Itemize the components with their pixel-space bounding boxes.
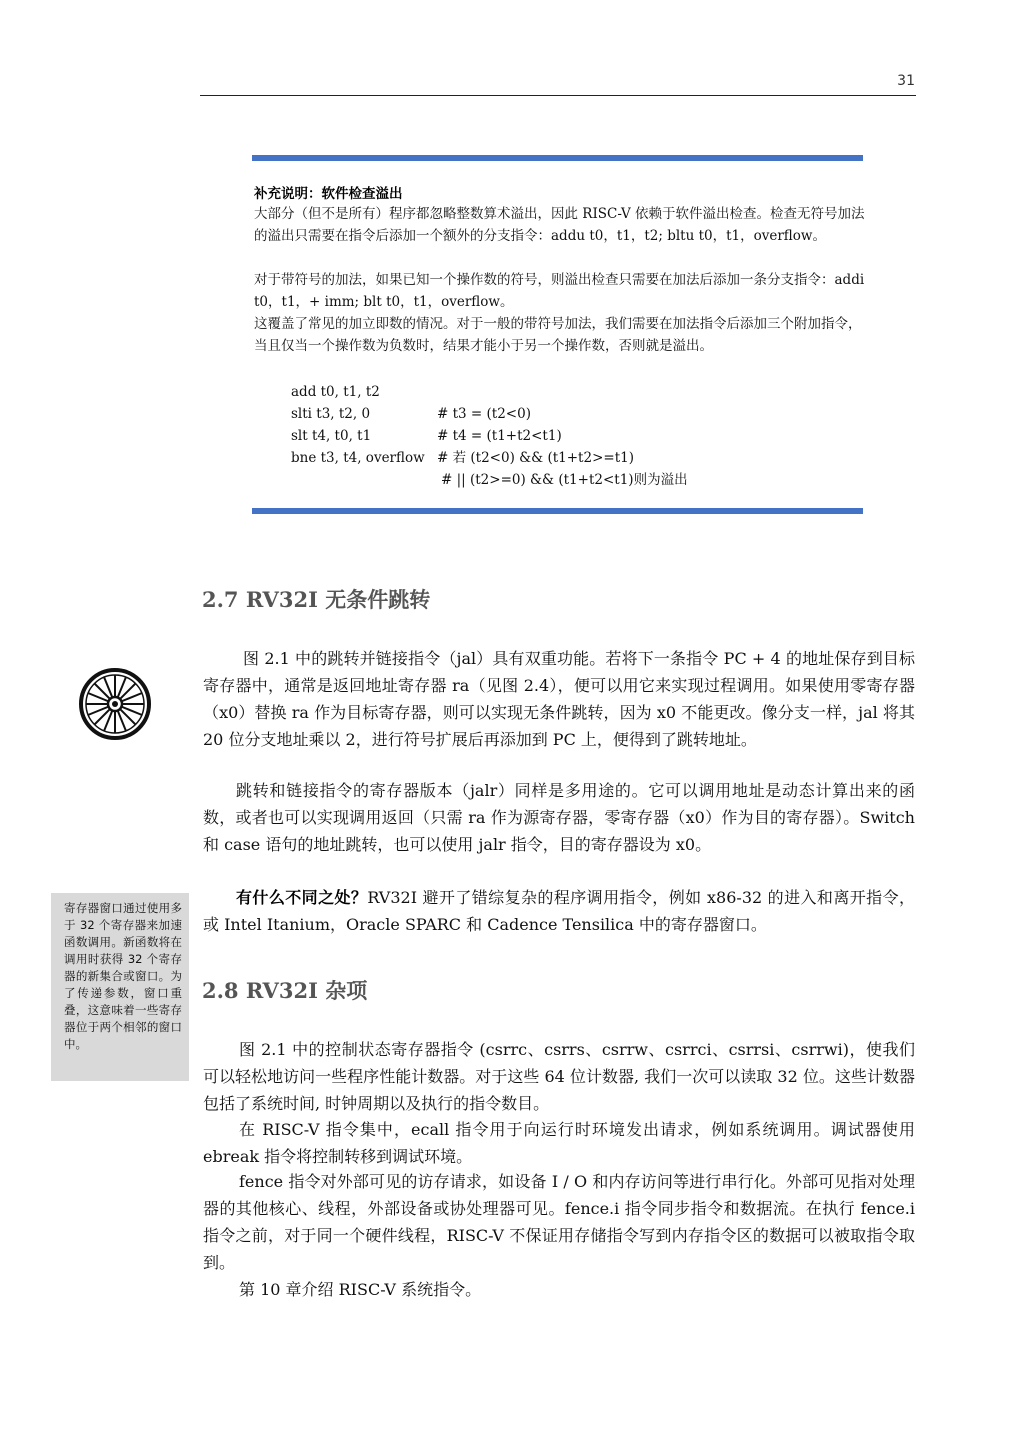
sidebar-box-title: 补充说明：软件检查溢出 [254,186,403,202]
section-heading-2-7: 2.7 RV32I 无条件跳转 [202,587,431,612]
code-comment: # || (t2>=0) && (t1+t2<t1)则为溢出 [441,472,688,488]
sidebar-box-paragraph: 这覆盖了常见的加立即数的情况。对于一般的带符号加法，我们需要在加法指令后添加三个附加指令，当且仅当一个操作数为负数时，结果才能小于另一个操作数，否则就是溢出。 [254,316,862,354]
sidebar-box-top-rule [252,155,863,161]
margin-note-text: 寄存器窗口通过使用多于 32 个寄存器来加速函数调用。新函数将在调用时获得 32 个寄存器的新集合或窗口。为了传递参数，窗口重叠，这意味着一些寄存器位于两个相邻的窗口中。 [64,901,182,1051]
code-comment: # t3 = (t2<0) [437,406,531,422]
page-number: 31 [897,73,915,89]
header-rule [200,95,916,96]
body-paragraph: fence 指令对外部可见的访存请求，如设备 I / O 和内存访问等进行串行化。外部可见指对处理器的其他核心、线程，外部设备或协处理器可见。fence.i 指令同步指令和数据流。在执行 fence.i 指令之前，对于同一个硬件线程，RISC-V 不保证用存储指令写到内存指令区的数据可以被取指令取到。 [203,1172,915,1272]
sidebar-box-bottom-rule [252,508,863,514]
code-comment: # 若 (t2<0) && (t1+t2>=t1) [437,450,634,466]
body-paragraph: 图 2.1 中的跳转并链接指令（jal）具有双重功能。若将下一条指令 PC + 4 的地址保存到目标寄存器中，通常是返回地址寄存器 ra（见图 2.4），便可以用它来实现过程调用。如果使用零寄存器（x0）替换 ra 作为目标寄存器，则可以实现无条件跳转，因为 x0 不能更改。像分支一样，jal 将其 20 位分支地址乘以 2，进行符号扩展后再添加到 PC 上，便得到了跳转地址。 [203,649,915,749]
body-paragraph: 在 RISC-V 指令集中，ecall 指令用于向运行时环境发出请求，例如系统调用。调试器使用 ebreak 指令将控制转移到调试环境。 [203,1120,915,1166]
body-paragraph: 第 10 章介绍 RISC-V 系统指令。 [239,1280,482,1299]
margin-note [51,893,189,1081]
code-comment: # t4 = (t1+t2<t1) [437,428,562,444]
what-is-different-text: RV32I 避开了错综复杂的程序调用指令，例如 x86-32 的进入和离开指令，或 Intel Itanium，Oracle SPARC 和 Cadence Tensilica 中的寄存器窗口。 [203,888,915,934]
code-instruction: bne t3, t4, overflow [291,450,425,466]
code-instruction: slti t3, t2, 0 [291,406,371,422]
section-heading-2-8: 2.8 RV32I 杂项 [202,978,368,1003]
wheel-icon [77,666,153,742]
sidebar-box [252,155,863,515]
body-paragraph [203,884,915,938]
what-is-different-lead: 有什么不同之处？ [236,888,368,907]
code-instruction: slt t4, t0, t1 [291,428,372,444]
body-paragraph: 图 2.1 中的控制状态寄存器指令 (csrrc、csrrs、csrrw、csrrci、csrrsi、csrrwi)，使我们可以轻松地访问一些程序性能计数器。对于这些 64 位计数器, 我们一次可以读取 32 位。这些计数器包括了系统时间, 时钟周期以及执行的指令数目。 [203,1040,915,1113]
body-paragraph: 跳转和链接指令的寄存器版本（jalr）同样是多用途的。它可以调用地址是动态计算出来的函数，或者也可以实现调用返回（只需 ra 作为源寄存器，零寄存器（x0）作为目的寄存器）。Switch 和 case 语句的地址跳转，也可以使用 jalr 指令，目的寄存器设为 x0。 [203,781,915,854]
code-instruction: add t0, t1, t2 [291,384,380,400]
sidebar-box-paragraph: 大部分（但不是所有）程序都忽略整数算术溢出，因此 RISC-V 依赖于软件溢出检查。检查无符号加法的溢出只需要在指令后添加一个额外的分支指令：addu t0，t1，t2; bltu t0，t1，overflow。 [254,206,865,244]
sidebar-box-paragraph: 对于带符号的加法，如果已知一个操作数的符号，则溢出检查只需要在加法后添加一条分支指令：addi t0，t1，+ imm; blt t0，t1，overflow。 [254,272,865,310]
